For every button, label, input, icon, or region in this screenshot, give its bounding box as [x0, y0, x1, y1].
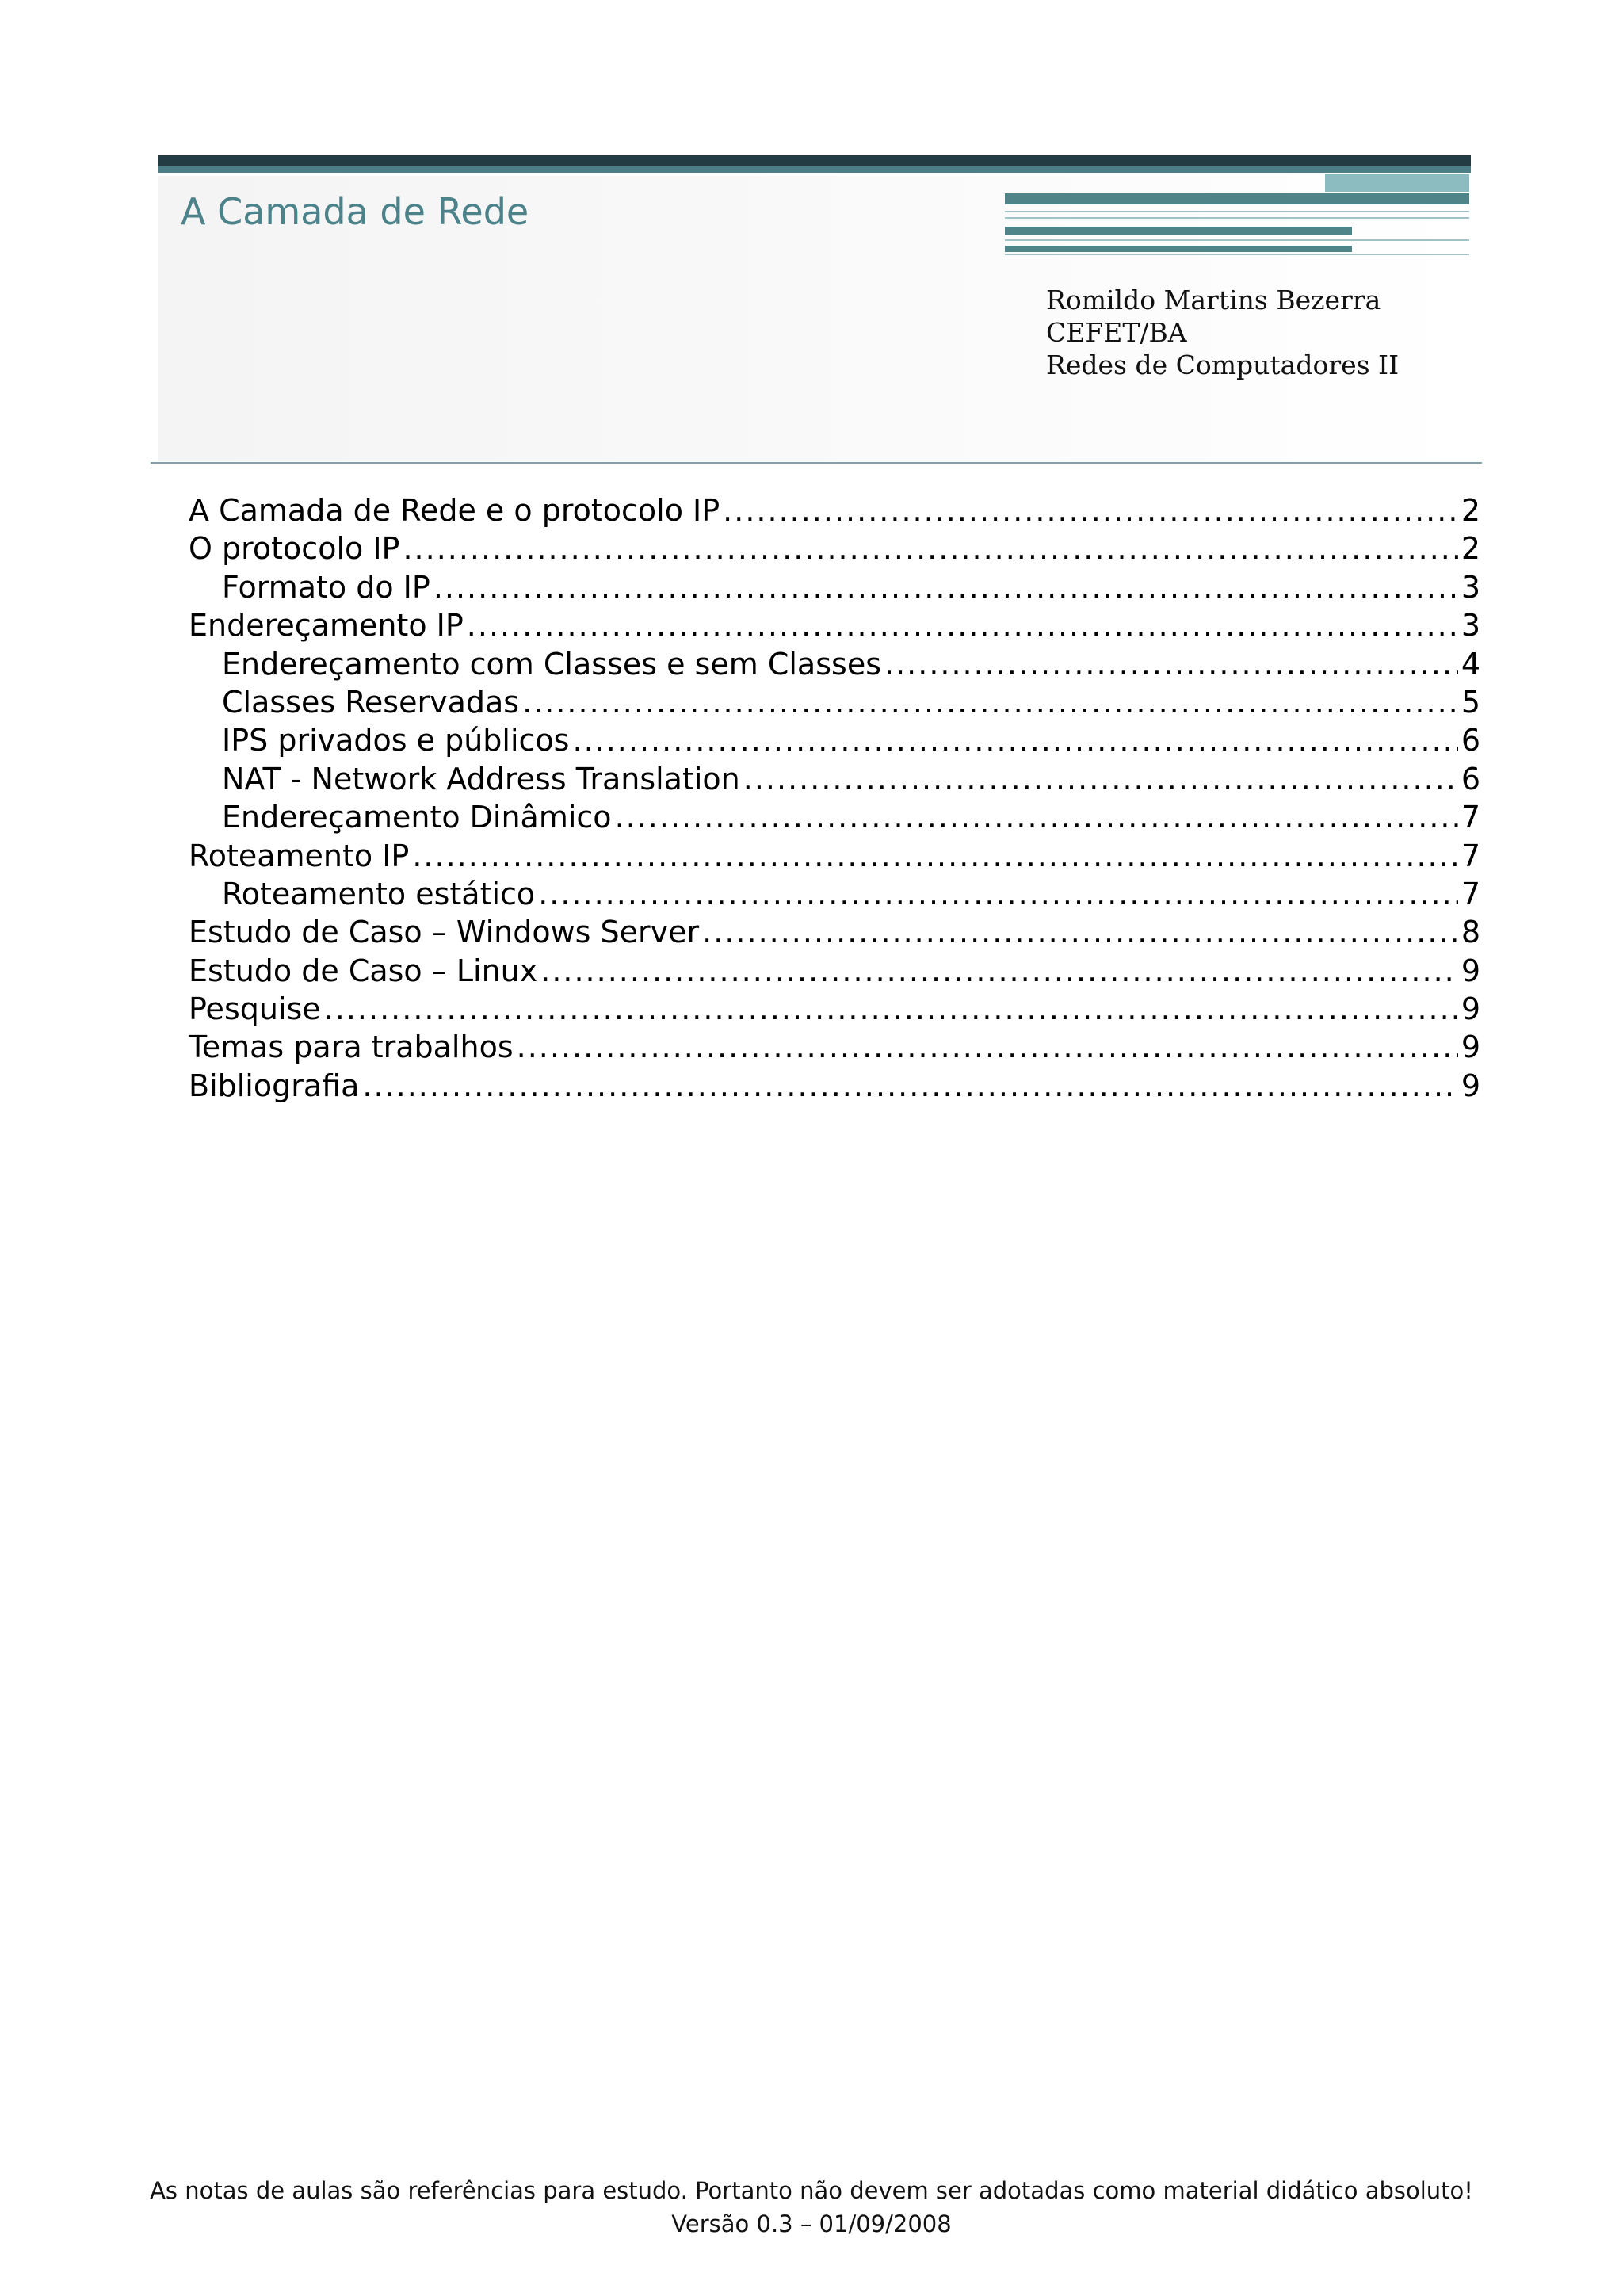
toc-dot-leader: [324, 991, 1458, 1026]
toc-entry[interactable]: [189, 647, 1480, 685]
toc-dot-leader: [884, 647, 1458, 682]
toc-entry[interactable]: [189, 762, 1480, 800]
toc-dot-leader: [723, 493, 1458, 528]
toc-entry-page: 6: [1461, 723, 1480, 758]
document-title: A Camada de Rede: [181, 190, 529, 233]
toc-dot-leader: [615, 800, 1458, 835]
header-divider: [151, 462, 1482, 464]
toc-entry-page: 8: [1461, 915, 1480, 950]
toc-entry[interactable]: [189, 800, 1480, 838]
toc-entry-page: 6: [1461, 761, 1480, 797]
toc-dot-leader: [412, 839, 1457, 873]
footer-disclaimer: As notas de aulas são referências para estudo. Portanto não devem ser adotadas como material didático absoluto!: [150, 2177, 1473, 2204]
toc-dot-leader: [540, 953, 1458, 988]
toc-entry-label: Endereçamento IP: [189, 608, 464, 644]
toc-entry[interactable]: [189, 877, 1480, 915]
toc-entry[interactable]: [189, 1068, 1480, 1106]
footer-version: Versão 0.3 – 01/09/2008: [671, 2210, 952, 2237]
toc-entry-label: IPS privados e públicos: [222, 723, 570, 758]
toc-entry-label: Bibliografia: [189, 1068, 360, 1103]
toc-entry-label: Roteamento IP: [189, 838, 410, 873]
toc-dot-leader: [467, 608, 1458, 643]
course-name: Redes de Computadores II: [1046, 350, 1400, 380]
toc-entry-label: Estudo de Caso – Windows Server: [189, 915, 700, 950]
toc-entry[interactable]: [189, 839, 1480, 877]
toc-entry-page: 9: [1461, 1030, 1480, 1065]
header-dark-bar: [158, 155, 1471, 166]
toc-entry-label: Estudo de Caso – Linux: [189, 953, 538, 988]
toc-entry-label: Temas para trabalhos: [189, 1030, 514, 1065]
toc-entry-page: 7: [1461, 838, 1480, 873]
toc-entry[interactable]: [189, 685, 1480, 723]
institution: CEFET/BA: [1046, 317, 1187, 348]
toc-dot-leader: [362, 1068, 1457, 1103]
table-of-contents: [189, 493, 1480, 1106]
toc-entry[interactable]: [189, 493, 1480, 531]
header-decoration: [1005, 171, 1472, 258]
toc-entry-page: 4: [1461, 646, 1480, 682]
toc-entry-label: Classes Reservadas: [222, 684, 520, 720]
toc-dot-leader: [517, 1030, 1458, 1064]
toc-entry[interactable]: [189, 915, 1480, 953]
toc-entry-page: 9: [1461, 1068, 1480, 1103]
toc-dot-leader: [538, 877, 1458, 911]
toc-entry-label: Endereçamento Dinâmico: [222, 800, 612, 835]
toc-dot-leader: [702, 915, 1458, 949]
toc-entry-label: NAT - Network Address Translation: [222, 761, 740, 797]
toc-entry-page: 9: [1461, 991, 1480, 1027]
toc-entry-page: 2: [1461, 493, 1480, 528]
toc-entry-label: Endereçamento com Classes e sem Classes: [222, 646, 881, 682]
toc-entry-page: 2: [1461, 531, 1480, 567]
toc-dot-leader: [743, 762, 1458, 797]
toc-dot-leader: [403, 531, 1457, 566]
toc-entry[interactable]: [189, 531, 1480, 569]
toc-entry-label: Roteamento estático: [222, 876, 536, 911]
toc-entry-label: Pesquise: [189, 991, 321, 1027]
toc-entry[interactable]: [189, 953, 1480, 991]
toc-entry[interactable]: [189, 570, 1480, 608]
toc-entry-page: 5: [1461, 684, 1480, 720]
toc-entry-label: Formato do IP: [222, 569, 430, 605]
footer: [0, 2174, 1623, 2241]
toc-entry[interactable]: [189, 723, 1480, 761]
toc-entry[interactable]: [189, 1030, 1480, 1068]
toc-entry-page: 7: [1461, 876, 1480, 911]
toc-dot-leader: [522, 685, 1458, 720]
toc-entry[interactable]: [189, 991, 1480, 1030]
toc-dot-leader: [433, 570, 1458, 605]
toc-entry[interactable]: [189, 608, 1480, 646]
toc-entry-label: O protocolo IP: [189, 531, 400, 567]
toc-entry-page: 7: [1461, 800, 1480, 835]
author-name: Romildo Martins Bezerra: [1046, 285, 1381, 315]
toc-entry-label: A Camada de Rede e o protocolo IP: [189, 493, 720, 528]
toc-entry-page: 3: [1461, 608, 1480, 644]
author-block: [1046, 284, 1399, 381]
toc-dot-leader: [572, 723, 1457, 758]
toc-entry-page: 9: [1461, 953, 1480, 988]
toc-entry-page: 3: [1461, 569, 1480, 605]
